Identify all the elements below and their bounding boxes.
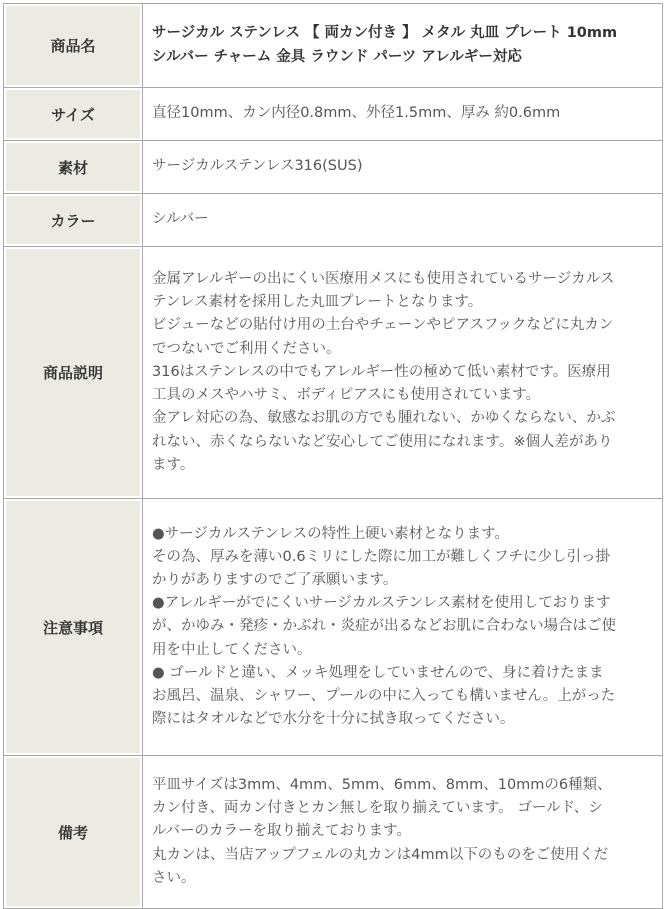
spec-row-description [4,247,663,499]
remarks-line: カン付き、両カン付きとカン無しを取り揃えています。 ゴールド、シ [152,800,603,817]
remarks-line: さい。 [152,869,196,886]
description-line: ます。 [152,456,195,473]
notes-line: ● ゴールドと違い、メッキ処理をしていませんので、身に着けたまま [152,664,604,681]
description-line: 316はステンレスの中でもアレルギー性の極めて低い素材です。医療用 [152,363,611,380]
remarks-line: ルバーのカラーを取り揃えております。 [152,823,411,840]
remarks-line: 丸カンは、当店アップフェルの丸カンは4mm以下のものをご使用くだ [152,846,609,863]
spec-row-notes [4,499,663,756]
product-spec-table [3,3,663,909]
notes-line: ●アレルギーがでにくいサージカルステンレス素材を使用しております [152,595,611,612]
material-label: 素材 [4,141,143,194]
size-line: 直径10mm、カン内径0.8mm、外径1.5mm、厚み 約0.6mm [152,105,561,122]
spec-row-size [4,88,663,141]
notes-value [143,499,663,756]
color-line: シルバー [152,211,209,228]
description-line: 金属アレルギーの出にくい医療用メスにも使用されているサージカルス [152,271,615,288]
description-value [143,247,663,499]
spec-row-product-name [4,4,663,88]
material-value [143,141,663,194]
description-label: 商品説明 [4,247,143,499]
notes-line: 際にはタオルなどで水分を十分に拭き取ってください。 [152,711,515,728]
notes-label: 注意事項 [4,499,143,756]
description-line: テンレス素材を採用した丸皿プレートとなります。 [152,294,483,311]
notes-line: かりがありますのでご了承願います。 [152,571,398,588]
size-value [143,88,663,141]
description-line: 工具のメスやハサミ、ボディピアスにも使用されています。 [152,387,541,404]
product-name-line: シルバー チャーム 金具 ラウンド パーツ アレルギー対応 [152,48,522,65]
notes-line: お風呂、温泉、シャワー、プールの中に入っても構いません。上がった [152,688,616,704]
color-value [143,194,663,247]
product-name-label: 商品名 [4,4,143,88]
spec-row-color [4,194,663,247]
remarks-value [143,756,663,909]
product-name-value [143,4,663,88]
description-line: れない、赤くならないなど安心してご使用になれます。※個人差があり [152,433,613,450]
material-line: サージカルステンレス316(SUS) [152,158,363,175]
description-line: ビジューなどの貼付け用の土台やチェーンやピアスフックなどに丸カン [152,317,614,334]
product-name-line: サージカル ステンレス 【 両カン付き 】 メタル 丸皿 プレート 10mm [152,25,618,42]
spec-row-remarks [4,756,663,909]
notes-line: ●サージカルステンレスの特性上硬い素材となります。 [152,525,509,542]
notes-line: その為、厚みを薄い0.6ミリにした際に加工が難しくフチに少し引っ掛 [152,548,611,565]
remarks-line: 平皿サイズは3mm、4mm、5mm、6mm、8mm、10mmの6種類、 [152,776,612,793]
remarks-label: 備考 [4,756,143,909]
description-line: でつないでご利用ください。 [152,340,341,357]
spec-row-material [4,141,663,194]
notes-line: が、かゆみ・発疹・かぶれ・炎症が出るなどお肌に合わない場合はご使 [152,618,616,635]
description-line: 金アレ対応の為、敏感なお肌の方でも腫れない、かゆくならない、かぶ [152,410,616,427]
color-label: カラー [4,194,143,247]
notes-line: 用を中止してください。 [152,641,312,658]
size-label: サイズ [4,88,143,141]
